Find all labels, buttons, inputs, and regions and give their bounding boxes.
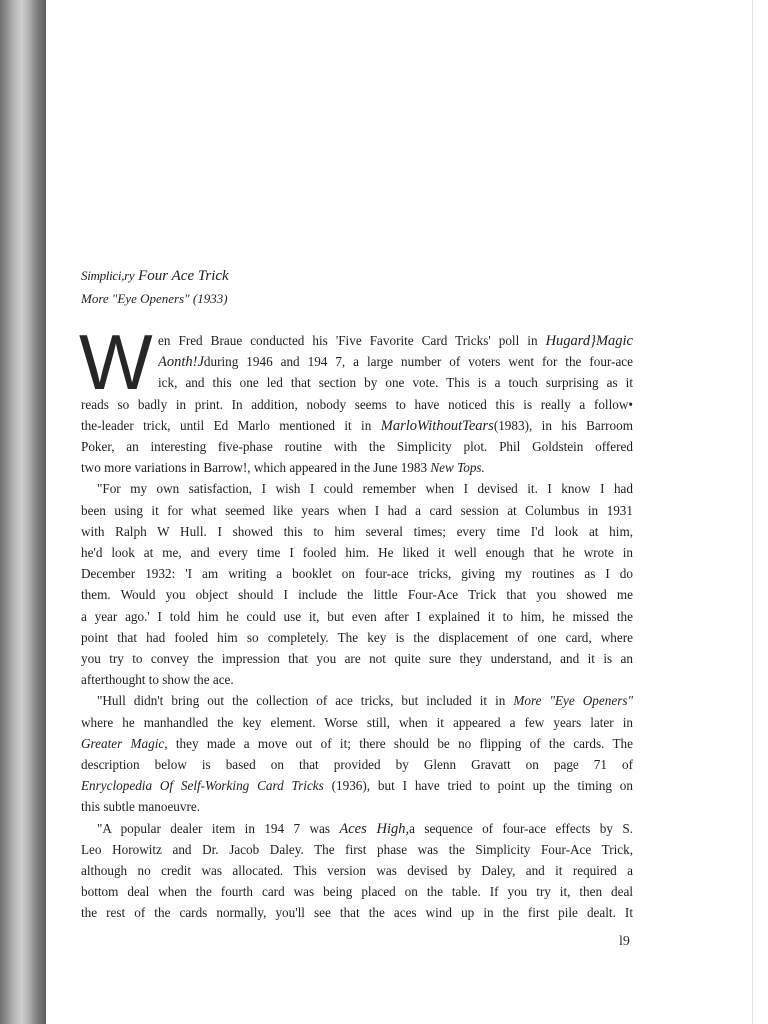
body-line [97, 479, 633, 499]
line-text: December 1932: 'I am writing a booklet on four-ace tricks, giving my routines as I do [81, 566, 633, 582]
line-text: two more variations in Barrow!, which appeared in the June 1983 [81, 460, 431, 476]
line-text: they made a move out of it; there should be no flipping of the cards. The [167, 735, 633, 751]
body-line [81, 776, 633, 796]
line-text: this subtle manoeuvre. [81, 799, 201, 815]
body-line [81, 501, 633, 521]
line-text: "Hull didn't bring out the collection of ace tricks, but included it in [97, 693, 514, 709]
body-line [81, 861, 633, 881]
body-line [81, 543, 633, 563]
body-line [81, 882, 633, 902]
line-text: during 1946 and 194 7, a large number of voters went for the four-ace [203, 354, 633, 370]
line-text: with Ralph W Hull. I showed this to him several times; every time I'd look at him, [81, 523, 633, 539]
italic-title: New Tops. [430, 460, 485, 476]
line-text: (1936), but I have tried to point up the timing on [323, 778, 633, 794]
body-line [81, 585, 633, 605]
body-line [81, 755, 633, 775]
body-line [97, 819, 633, 839]
line-text: a year ago.' I told him he could use it, but even after I explained it to him, he missed the [81, 608, 633, 624]
line-text: you try to convey the impression that you are not quite sure they understand, and it is an [81, 651, 633, 666]
line-text: bottom deal when the fourth card was being placed on the table. If you try it, then deal [81, 884, 633, 900]
title-prefix: Simplici,ry [81, 268, 135, 283]
body-line [81, 395, 633, 415]
body-line [81, 564, 633, 584]
article-title [81, 268, 229, 285]
body-line [81, 522, 633, 542]
italic-title: MarloWithoutTears [380, 417, 494, 434]
italic-title: Greater Magic, [81, 735, 168, 751]
italic-title: Hugard}Magic [545, 333, 633, 349]
line-text: Poker, an interesting five-phase routine with the Simplicity plot. Phil Goldstein offered [81, 439, 633, 454]
body-line [158, 373, 633, 393]
article-subtitle: More "Eye Openers" (1933) [81, 291, 228, 306]
line-text: ick, and this one led that section by one vote. This is a touch surprising as it [158, 375, 633, 391]
body-line [81, 437, 633, 457]
line-text: the-leader trick, until Ed Marlo mentioned it in [81, 417, 381, 433]
line-text: (1983), in his Barroom [493, 417, 633, 433]
line-text: the rest of the cards normally, you'll see that the aces wind up in the first pile dealt. It [81, 905, 633, 921]
body-line [158, 352, 633, 372]
line-text: en Fred Braue conducted his 'Five Favorite Card Tricks' poll in [158, 333, 546, 348]
page-edge [752, 0, 768, 1024]
line-text: been using it for what seemed like years when I had a card session at Columbus in 1931 [81, 502, 633, 518]
line-text: although no credit was allocated. This version was devised by Daley, and it required a [81, 863, 633, 878]
line-text: Leo Horowitz and Dr. Jacob Daley. The first phase was the Simplicity Four-Ace Trick, [81, 841, 633, 857]
body-line [81, 903, 633, 923]
line-text: "For my own satisfaction, I wish I could remember when I devised it. I know I had [97, 481, 633, 497]
body-line [81, 670, 633, 690]
body-line [81, 734, 633, 754]
body-line [81, 416, 633, 436]
body-line [81, 713, 633, 733]
body-line [97, 691, 633, 711]
page-number: l9 [619, 934, 630, 949]
drop-cap: W [79, 318, 147, 406]
book-binding-shadow [0, 0, 46, 1024]
line-text: afterthought to show the ace. [81, 672, 234, 688]
body-line [81, 649, 633, 669]
line-text: description below is based on that provided by Glenn Gravatt on page 71 of [81, 757, 633, 772]
line-text: a sequence of four-ace effects by S. [409, 820, 633, 836]
body-line [81, 840, 633, 860]
body-line [81, 797, 633, 817]
italic-title: Aces High, [339, 820, 410, 837]
body-line [81, 607, 633, 627]
title-main: Four Ace Trick [138, 268, 229, 284]
line-text: them. Would you object should I include the little Four-Ace Trick that you showed me [81, 587, 633, 603]
italic-title: Enryclopedia Of Self-Working Card Tricks [81, 778, 324, 794]
italic-title: More "Eye Openers" [513, 693, 633, 709]
italic-title: Aonth!J [158, 354, 204, 371]
line-text: he'd look at me, and every time I fooled him. He liked it well enough that he wrote in [81, 545, 633, 560]
body-line [158, 331, 633, 351]
body-line [81, 458, 633, 478]
line-text: point that had fooled him so completely. The key is the displacement of one card, where [81, 629, 633, 645]
line-text: "A popular dealer item in 194 7 was [97, 820, 340, 836]
body-line [81, 628, 633, 648]
line-text: where he manhandled the key element. Worse still, when it appeared a few years later in [81, 714, 633, 730]
line-text: reads so badly in print. In addition, nobody seems to have noticed this is really a follow• [81, 396, 633, 412]
